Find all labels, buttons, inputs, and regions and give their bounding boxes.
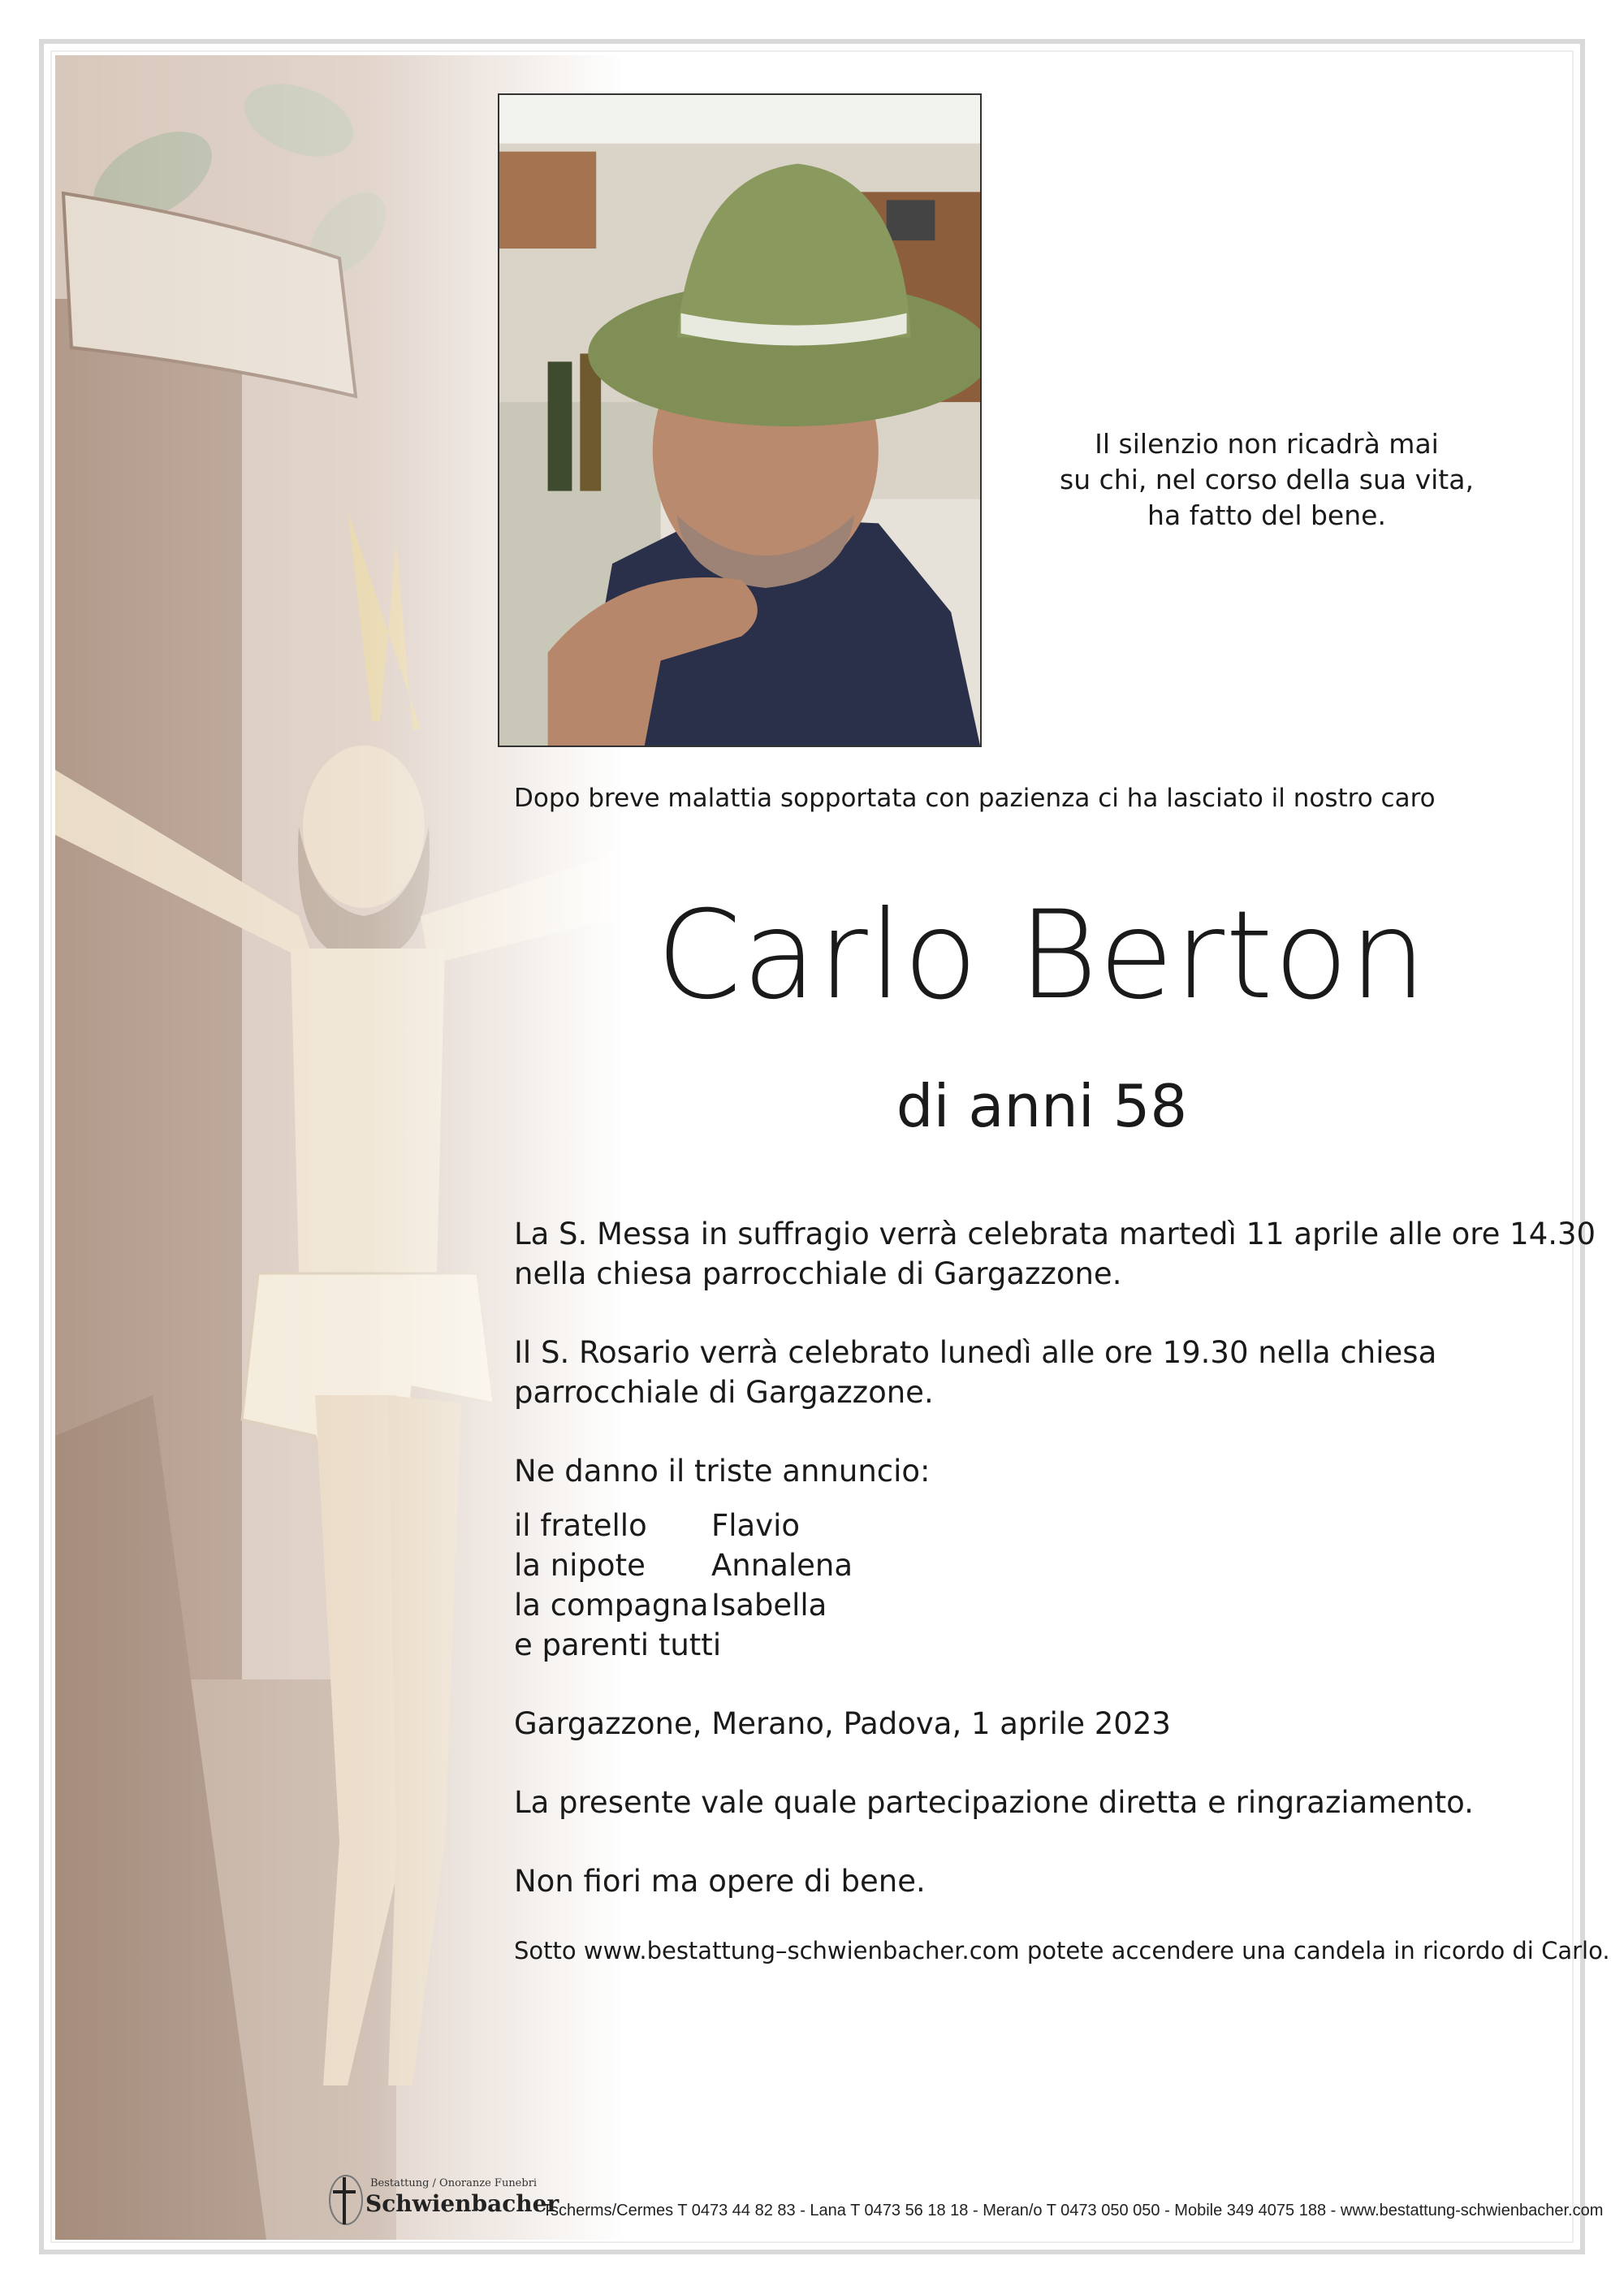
memorial-quote xyxy=(1039,426,1494,534)
footer xyxy=(323,2172,1604,2229)
relative-row xyxy=(514,1625,1570,1665)
relative-role: la nipote xyxy=(514,1548,646,1583)
quote-line: Il silenzio non ricadrà mai xyxy=(1095,428,1439,460)
relative-role: la compagna xyxy=(514,1588,709,1623)
relative-row xyxy=(514,1506,1570,1545)
portrait-photo xyxy=(498,93,982,747)
relative-row xyxy=(514,1585,1570,1625)
footer-contacts: Tscherms/Cermes T 0473 44 82 83 - Lana T 0473 56 18 18 - Meran/o T 0473 050 050 - Mobile 349 4075 188 - www.bestattung-schwienbacher.com xyxy=(542,2202,1604,2219)
rosary-line: parrocchiale di Gargazzone. xyxy=(514,1375,934,1410)
logo-title: Schwienbacher xyxy=(365,2190,559,2217)
relative-row xyxy=(514,1545,1570,1585)
logo-subtitle: Bestattung / Onoranze Funebri xyxy=(370,2177,538,2189)
mass-line: La S. Messa in suffragio verrà celebrata martedì 11 aprile alle ore 14.30 xyxy=(514,1217,1596,1251)
funeral-home-logo xyxy=(323,2172,559,2229)
thanks-line: La presente vale quale partecipazione diretta e ringraziamento. xyxy=(514,1785,1474,1820)
relative-role: il fratello xyxy=(514,1508,647,1543)
deceased-age: di anni 58 xyxy=(896,1072,1188,1140)
mass-line: nella chiesa parrocchiale di Gargazzone. xyxy=(514,1256,1122,1291)
relative-name: Annalena xyxy=(711,1548,853,1583)
intro-text: Dopo breve malattia sopportata con pazienza ci ha lasciato il nostro caro xyxy=(514,784,1436,813)
rosary-line: Il S. Rosario verrà celebrato lunedì alle ore 19.30 nella chiesa xyxy=(514,1335,1437,1370)
deceased-name: Carlo Berton xyxy=(656,885,1427,1026)
cross-icon xyxy=(323,2172,364,2228)
portrait-illustration xyxy=(499,95,980,746)
flowers-line: Non fiori ma opere di bene. xyxy=(514,1864,926,1899)
announce-line: Ne danno il triste annuncio: xyxy=(514,1454,931,1489)
announcement-body xyxy=(514,1214,1596,1901)
relative-name: Isabella xyxy=(711,1588,827,1623)
candle-footnote: Sotto www.bestattung–schwienbacher.com potete accendere una candela in ricordo di Carlo. xyxy=(514,1937,1610,1964)
quote-line: su chi, nel corso della sua vita, xyxy=(1060,464,1474,495)
quote-line: ha fatto del bene. xyxy=(1147,499,1386,531)
relative-name: Flavio xyxy=(711,1508,801,1543)
relative-role: e parenti tutti xyxy=(514,1627,722,1662)
place-date: Gargazzone, Merano, Padova, 1 aprile 2023 xyxy=(514,1706,1171,1741)
